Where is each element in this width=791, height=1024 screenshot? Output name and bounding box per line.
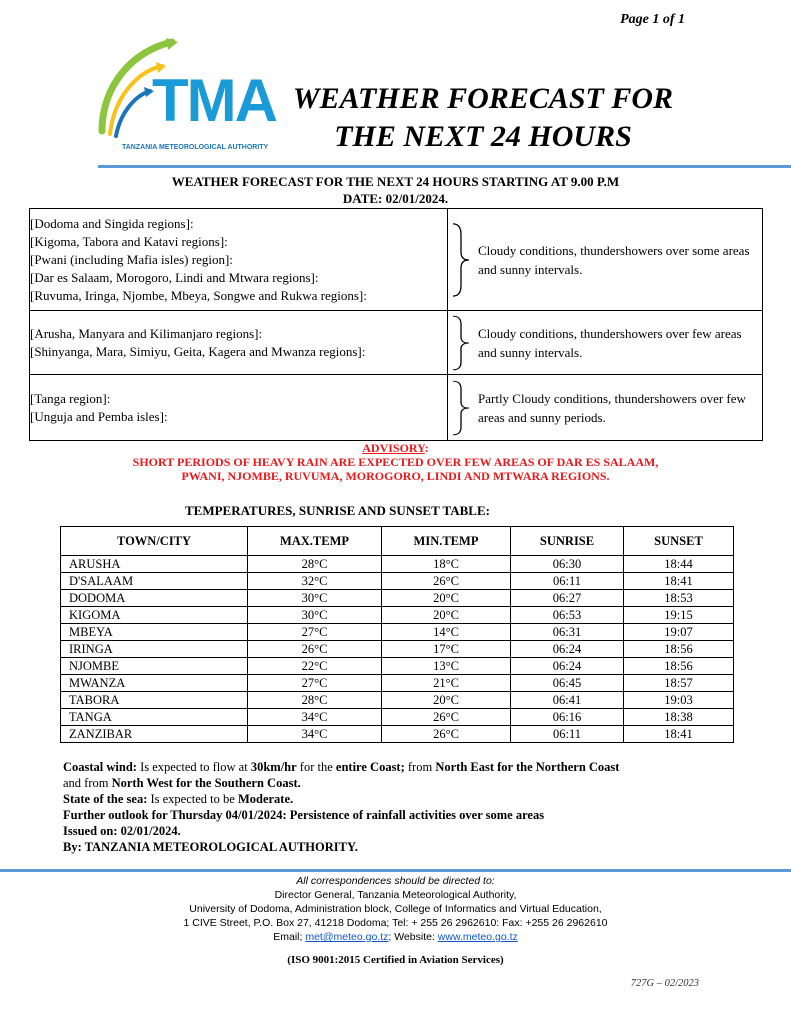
email-label: Email; [273,931,306,943]
sunset-cell: 19:15 [624,607,734,624]
sunset-cell: 18:56 [624,658,734,675]
min-temp-cell: 20°C [382,607,511,624]
note-text: from [404,760,436,774]
table-row [61,607,734,624]
sunset-cell: 18:38 [624,709,734,726]
logo-subtitle: TANZANIA METEOROLOGICAL AUTHORITY [122,144,269,151]
forecast-condition-cell [448,375,763,441]
max-temp-cell: 28°C [248,692,382,709]
brace-icon [448,314,474,372]
town-cell: ARUSHA [61,556,248,573]
brace-icon [448,221,474,299]
sunrise-cell: 06:53 [511,607,624,624]
region-item: [Dar es Salaam, Morogoro, Lindi and Mtwara regions]: [30,269,319,285]
advisory-line-2: PWANI, NJOMBE, RUVUMA, MOROGORO, LINDI AND MTWARA REGIONS. [181,469,610,483]
iso-certification: (ISO 9001:2015 Certified in Aviation Services) [287,954,504,966]
coastal-wind-line-2 [63,775,753,791]
max-temp-cell: 26°C [248,641,382,658]
forecast-group-row [30,209,763,311]
sunrise-cell: 06:41 [511,692,624,709]
footer [0,874,791,944]
forecast-heading-text: WEATHER FORECAST FOR THE NEXT 24 HOURS STARTING AT 9.00 P.M [171,174,620,189]
footer-line-2: Director General, Tanzania Meteorological Authority, [274,889,517,901]
document-title [278,80,688,156]
footer-contact-line [0,930,791,944]
forecast-condition-cell [448,311,763,375]
sunrise-cell: 06:31 [511,624,624,641]
town-cell: KIGOMA [61,607,248,624]
forecast-condition: Cloudy conditions, thundershowers over few areas and sunny intervals. [478,325,742,360]
town-cell: TABORA [61,692,248,709]
table-row [61,692,734,709]
table-row [61,658,734,675]
min-temp-cell: 21°C [382,675,511,692]
town-cell: D'SALAAM [61,573,248,590]
title-line-1: WEATHER FORECAST FOR [292,82,674,115]
max-temp-cell: 27°C [248,675,382,692]
column-header: MAX.TEMP [248,527,382,556]
region-item: [Tanga region]: [30,390,111,406]
max-temp-cell: 30°C [248,607,382,624]
table-header-row [61,527,734,556]
column-header: SUNSET [624,527,734,556]
town-cell: MWANZA [61,675,248,692]
max-temp-cell: 27°C [248,624,382,641]
note-text: Is expected to flow at [136,760,251,774]
sunrise-cell: 06:24 [511,658,624,675]
region-item: [Dodoma and Singida regions]: [30,215,194,231]
regional-forecast-table [29,208,763,441]
region-item: [Arusha, Manyara and Kilimanjaro regions]: [30,325,263,341]
table-row [61,641,734,658]
table-row [61,556,734,573]
region-list [30,311,448,375]
region-item: [Kigoma, Tabora and Katavi regions]: [30,233,228,249]
table-row [61,573,734,590]
temperatures-heading: TEMPERATURES, SUNRISE AND SUNSET TABLE: [185,503,490,518]
table-row [61,726,734,743]
bottom-divider [0,869,791,872]
tma-logo [92,36,276,161]
town-cell: NJOMBE [61,658,248,675]
max-temp-cell: 30°C [248,590,382,607]
sunset-cell: 18:56 [624,641,734,658]
table-row [61,590,734,607]
sunrise-cell: 06:27 [511,590,624,607]
table-row [61,675,734,692]
max-temp-cell: 32°C [248,573,382,590]
town-cell: ZANZIBAR [61,726,248,743]
min-temp-cell: 20°C [382,590,511,607]
town-cell: MBEYA [61,624,248,641]
min-temp-cell: 26°C [382,573,511,590]
notes-block [63,759,753,855]
wind-extent: entire Coast; [335,760,405,774]
max-temp-cell: 22°C [248,658,382,675]
forecast-group-row [30,375,763,441]
town-cell: IRINGA [61,641,248,658]
sunset-cell: 18:57 [624,675,734,692]
sunset-cell: 18:41 [624,573,734,590]
title-line-2: THE NEXT 24 HOURS [334,120,632,153]
min-temp-cell: 17°C [382,641,511,658]
advisory-block [0,441,791,483]
sunset-cell: 19:03 [624,692,734,709]
wind-north: North East for the Northern Coast [435,760,620,774]
issued-line [63,823,753,839]
column-header: SUNRISE [511,527,624,556]
note-text: and from [63,776,112,790]
sunrise-cell: 06:11 [511,726,624,743]
outlook-line [63,807,753,823]
footer-line-4: 1 CIVE Street, P.O. Box 27, 41218 Dodoma; Tel: + 255 26 2962610: Fax: +255 26 2962610 [183,917,608,929]
brace-icon [448,379,474,437]
coastal-wind-line [63,759,753,775]
min-temp-cell: 20°C [382,692,511,709]
forecast-condition: Cloudy conditions, thundershowers over some areas and sunny intervals. [478,242,750,277]
wind-speed: 30km/hr [250,760,297,774]
forecast-date: DATE: 02/01/2024. [342,191,449,206]
table-row [61,709,734,726]
region-list [30,375,448,441]
coastal-wind-label: Coastal wind: [63,760,137,774]
sunset-cell: 18:44 [624,556,734,573]
sunset-cell: 18:53 [624,590,734,607]
region-item: [Ruvuma, Iringa, Njombe, Mbeya, Songwe and Rukwa regions]: [30,287,367,303]
forecast-condition-cell [448,209,763,311]
note-text: for the [296,760,336,774]
note-text: Is expected to be [147,792,238,806]
wind-south: North West for the Southern Coast. [111,776,301,790]
by-text: By: TANZANIA METEOROLOGICAL AUTHORITY. [63,840,358,854]
forecast-condition: Partly Cloudy conditions, thundershowers over few areas and sunny periods. [478,390,746,425]
website-label: ; Website: [388,931,438,943]
temperature-table [60,526,734,743]
min-temp-cell: 18°C [382,556,511,573]
sea-state-label: State of the sea: [63,792,148,806]
advisory-line-1: SHORT PERIODS OF HEAVY RAIN ARE EXPECTED OVER FEW AREAS OF DAR ES SALAAM, [132,455,659,469]
website-link[interactable]: www.meteo.go.tz [437,931,518,943]
sea-state-line [63,791,753,807]
advisory-title: ADVISORY [362,441,425,455]
region-item: [Shinyanga, Mara, Simiyu, Geita, Kagera and Mwanza regions]: [30,343,366,359]
forecast-heading [0,173,791,207]
region-list [30,209,448,311]
page-number: Page 1 of 1 [620,12,685,27]
region-item: [Pwani (including Mafia isles) region]: [30,251,233,267]
sunrise-cell: 06:30 [511,556,624,573]
temperature-table-body [61,556,734,743]
sea-state-value: Moderate. [237,792,294,806]
footer-line-3: University of Dodoma, Administration block, College of Informatics and Virtual Education, [189,903,602,915]
document-code: 727G – 02/2023 [630,978,699,989]
advisory-colon: : [424,441,429,455]
logo-text: TMA [152,67,276,134]
sunset-cell: 18:41 [624,726,734,743]
outlook-text: Further outlook for Thursday 04/01/2024: Persistence of rainfall activities over some areas [63,808,545,822]
forecast-group-row [30,311,763,375]
sunrise-cell: 06:24 [511,641,624,658]
max-temp-cell: 28°C [248,556,382,573]
sunrise-cell: 06:11 [511,573,624,590]
footer-line-1: All correspondences should be directed to: [296,875,495,887]
sunrise-cell: 06:16 [511,709,624,726]
table-row [61,624,734,641]
column-header: MIN.TEMP [382,527,511,556]
top-divider [98,165,791,168]
min-temp-cell: 26°C [382,709,511,726]
sunrise-cell: 06:45 [511,675,624,692]
column-header: TOWN/CITY [61,527,248,556]
by-line [63,839,753,855]
min-temp-cell: 26°C [382,726,511,743]
region-item: [Unguja and Pemba isles]: [30,408,168,424]
town-cell: TANGA [61,709,248,726]
max-temp-cell: 34°C [248,709,382,726]
town-cell: DODOMA [61,590,248,607]
issued-text: Issued on: 02/01/2024. [63,824,181,838]
min-temp-cell: 13°C [382,658,511,675]
sunset-cell: 19:07 [624,624,734,641]
min-temp-cell: 14°C [382,624,511,641]
email-link[interactable]: met@meteo.go.tz [305,931,389,943]
max-temp-cell: 34°C [248,726,382,743]
